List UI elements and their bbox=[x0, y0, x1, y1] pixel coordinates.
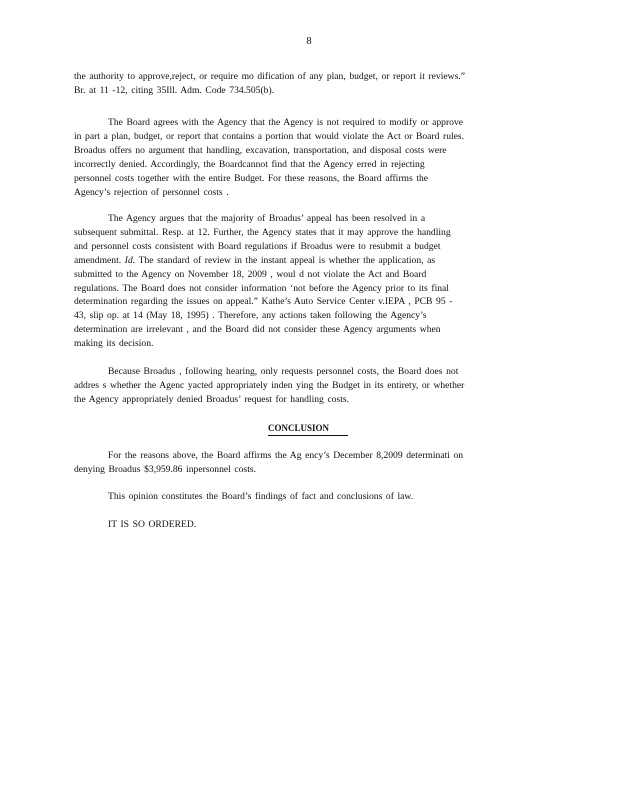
text-line: determination regarding the issues on appeal.” Kathe’s Auto Service Center v.IEPA , PCB 95 - bbox=[74, 296, 453, 308]
conclusion-heading: CONCLUSION bbox=[268, 423, 348, 436]
text-line: subsequent submittal. Resp. at 12. Further, the Agency states that it may approve the handling bbox=[74, 226, 451, 238]
text-line: IT IS SO ORDERED. bbox=[108, 519, 197, 530]
text-line: determination are irrelevant , and the Board did not consider these Agency arguments when bbox=[74, 324, 441, 336]
paragraph-board-agrees bbox=[74, 116, 530, 199]
page-number: 8 bbox=[306, 36, 312, 47]
text-line: denying Broadus $3,959.86 inpersonnel costs. bbox=[74, 463, 256, 475]
text-line: making its decision. bbox=[74, 338, 154, 350]
paragraph-because-broadus bbox=[74, 365, 530, 407]
text-line: incorrectly denied. Accordingly, the Boardcannot find that the Agency erred in rejecting bbox=[74, 158, 425, 170]
text-line: Agency’s rejection of personnel costs . bbox=[74, 186, 229, 198]
text-line: This opinion constitutes the Board’s findings of fact and conclusions of law. bbox=[108, 491, 414, 502]
text-line: 43, slip op. at 14 (May 18, 1995) . Therefore, any actions taken following the Agency’s bbox=[74, 310, 427, 322]
text-line: addres s whether the Agenc yacted appropriately inden ying the Budget in its entirety, or whether bbox=[74, 379, 465, 391]
text-line: For the reasons above, the Board affirms the Ag ency’s December 8,2009 determinati on bbox=[108, 450, 464, 461]
paragraph-continuation bbox=[74, 70, 530, 98]
text-line: The Board agrees with the Agency that the Agency is not required to modify or approve bbox=[108, 117, 464, 128]
text-line: The standard of review in the instant appeal is whether the application, as bbox=[135, 254, 436, 266]
text-line: and personnel costs consistent with Board regulations if Broadus were to resubmit a budget bbox=[74, 240, 441, 252]
text-line: amendment. bbox=[74, 254, 125, 266]
text-line: the Agency appropriately denied Broadus’ request for handling costs. bbox=[74, 393, 350, 405]
text-line: The Agency argues that the majority of Broadus’ appeal has been resolved in a bbox=[108, 213, 426, 224]
text-line: the authority to approve,reject, or require mo dification of any plan, budget, or report it reviews.” bbox=[74, 71, 465, 82]
text-line: Because Broadus , following hearing, only requests personnel costs, the Board does not bbox=[108, 366, 459, 377]
text-line: in part a plan, budget, or report that contains a portion that would violate the Act or Board rules. bbox=[74, 130, 465, 142]
text-line: Broadus offers no argument that handling, excavation, transportation, and disposal costs were bbox=[74, 144, 447, 156]
paragraph-opinion bbox=[74, 490, 530, 504]
citation-id: Id. bbox=[124, 254, 136, 266]
paragraph-agency-argues bbox=[74, 212, 530, 351]
paragraph-conclusion bbox=[74, 449, 530, 477]
paragraph-ordered bbox=[74, 518, 530, 532]
text-line: submitted to the Agency on November 18, 2009 , woul d not violate the Act and Board bbox=[74, 268, 427, 280]
text-line: Br. at 11 -12, citing 35Ill. Adm. Code 734.505(b). bbox=[74, 84, 275, 96]
text-line: personnel costs together with the entire Budget. For these reasons, the Board affirms the bbox=[74, 172, 429, 184]
text-line: regulations. The Board does not consider information ‘not before the Agency prior to its final bbox=[74, 282, 449, 294]
